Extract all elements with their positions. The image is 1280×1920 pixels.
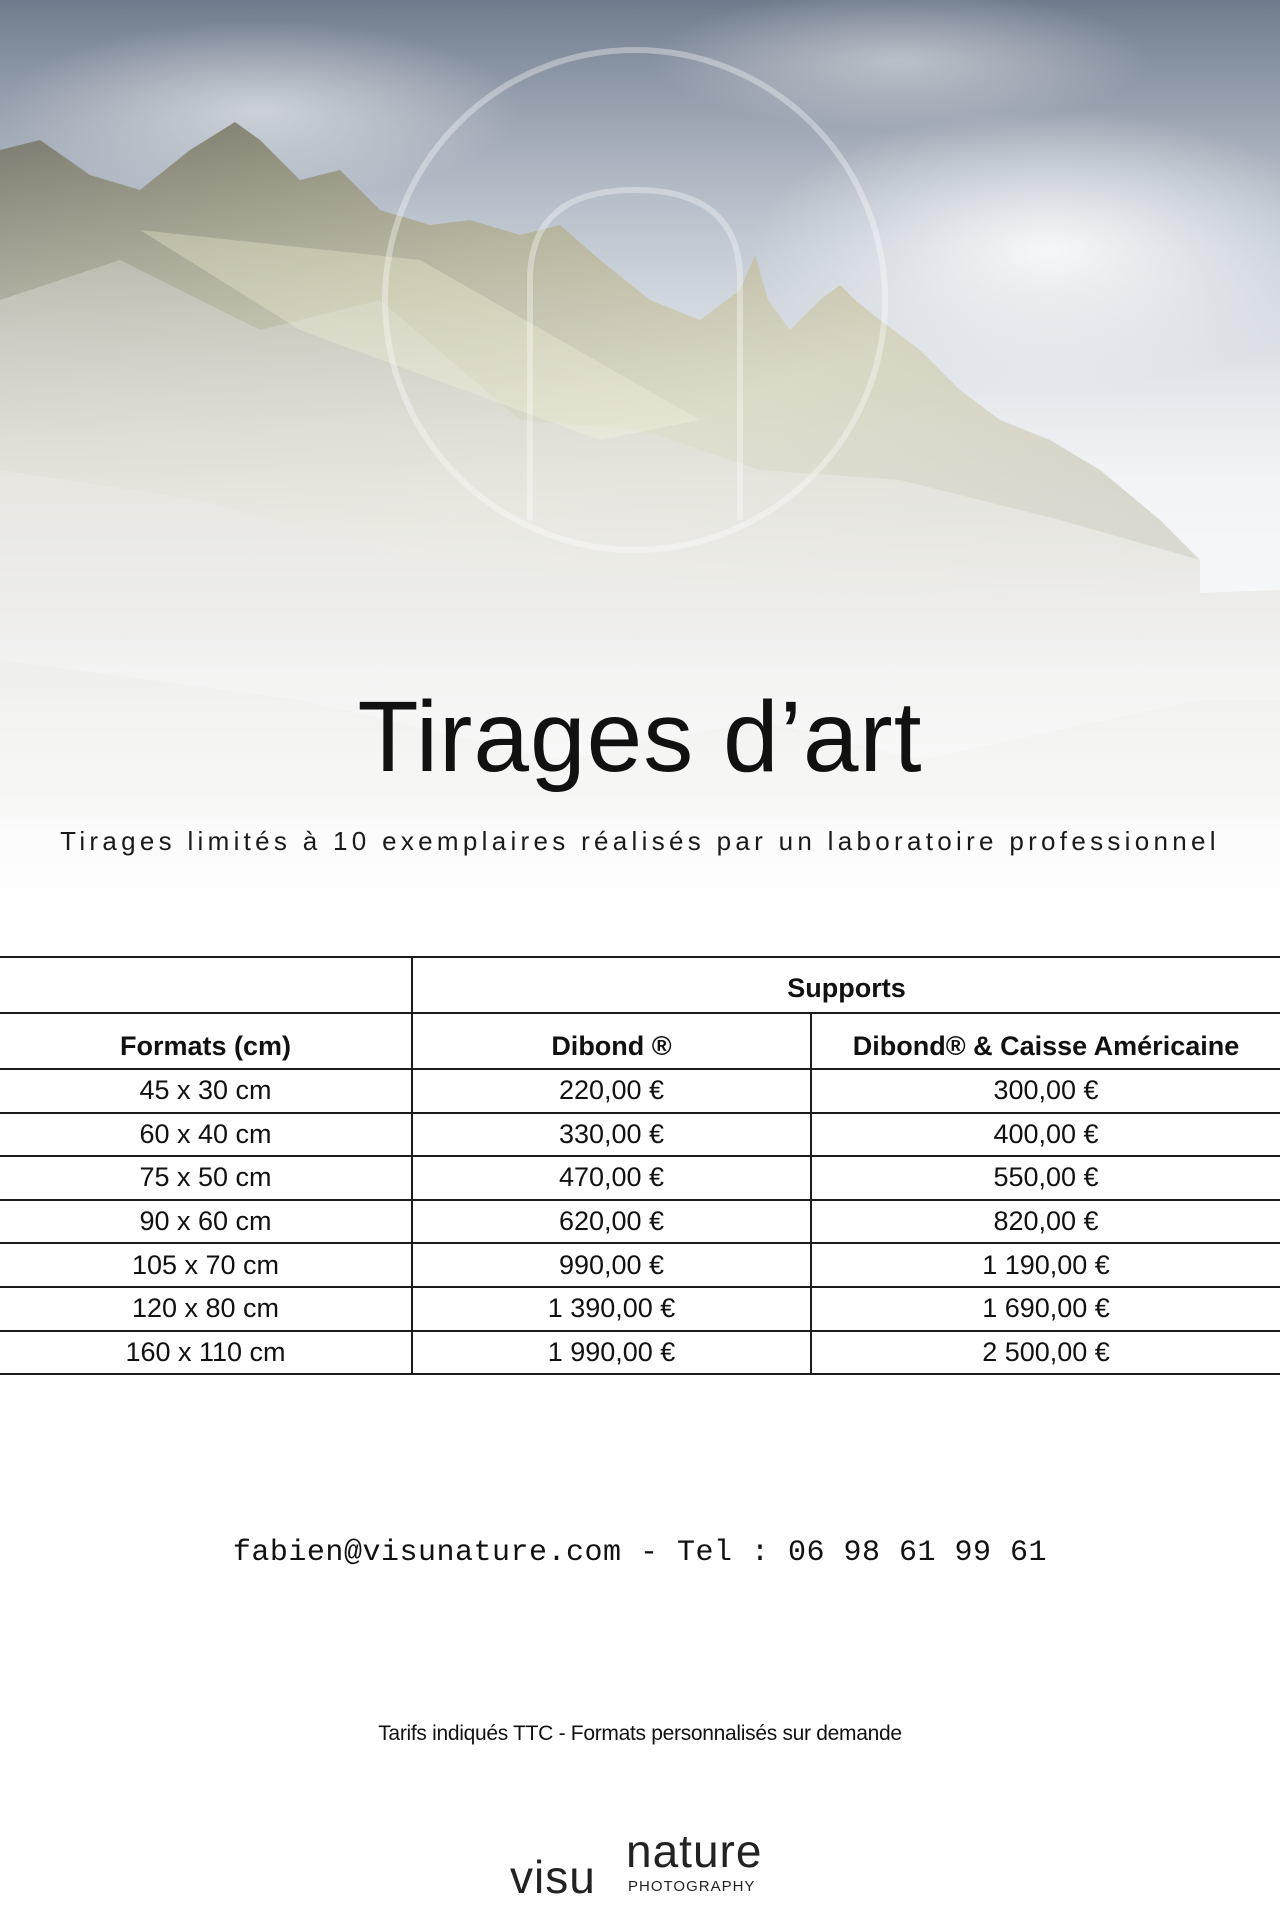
format-cell: 60 x 40 cm	[0, 1113, 412, 1157]
table-row	[0, 1069, 1280, 1113]
format-cell: 45 x 30 cm	[0, 1069, 412, 1113]
visunature-logo	[510, 1825, 775, 1903]
column-header-dibond-caisse: Dibond® & Caisse Américaine	[811, 1013, 1280, 1069]
dibond-price-cell: 1 390,00 €	[412, 1287, 811, 1331]
dibond-price-cell: 620,00 €	[412, 1200, 811, 1244]
dibond-price-cell: 1 990,00 €	[412, 1331, 811, 1375]
table-row	[0, 1156, 1280, 1200]
dibond-price-cell: 470,00 €	[412, 1156, 811, 1200]
dibond-price-cell: 330,00 €	[412, 1113, 811, 1157]
logo-text-left: visu	[510, 1851, 596, 1903]
format-cell: 75 x 50 cm	[0, 1156, 412, 1200]
format-cell: 105 x 70 cm	[0, 1243, 412, 1287]
table-group-header-row	[0, 957, 1280, 1013]
dibond-price-cell: 990,00 €	[412, 1243, 811, 1287]
page-title: Tirages d’art	[357, 681, 923, 793]
format-cell: 120 x 80 cm	[0, 1287, 412, 1331]
dibond-price-cell: 220,00 €	[412, 1069, 811, 1113]
pricing-note: Tarifs indiqués TTC - Formats personnalisés sur demande	[378, 1722, 902, 1745]
caisse-price-cell: 550,00 €	[811, 1156, 1280, 1200]
format-cell: 90 x 60 cm	[0, 1200, 412, 1244]
contact-line: fabien@visunature.com - Tel : 06 98 61 99 61	[232, 1536, 1048, 1570]
table-row	[0, 1331, 1280, 1375]
caisse-price-cell: 1 690,00 €	[811, 1287, 1280, 1331]
table-column-header-row	[0, 1013, 1280, 1069]
caisse-price-cell: 300,00 €	[811, 1069, 1280, 1113]
caisse-price-cell: 2 500,00 €	[811, 1331, 1280, 1375]
price-table	[0, 956, 1280, 1375]
logo-text-right: nature	[626, 1825, 763, 1877]
table-row	[0, 1113, 1280, 1157]
table-empty-cell	[0, 957, 412, 1013]
caisse-price-cell: 820,00 €	[811, 1200, 1280, 1244]
supports-header: Supports	[412, 957, 1280, 1013]
caisse-price-cell: 400,00 €	[811, 1113, 1280, 1157]
column-header-formats: Formats (cm)	[0, 1013, 412, 1069]
logo-tagline: PHOTOGRAPHY	[628, 1878, 756, 1895]
table-row	[0, 1200, 1280, 1244]
table-row	[0, 1243, 1280, 1287]
caisse-price-cell: 1 190,00 €	[811, 1243, 1280, 1287]
format-cell: 160 x 110 cm	[0, 1331, 412, 1375]
column-header-dibond: Dibond ®	[412, 1013, 811, 1069]
page-subtitle: Tirages limités à 10 exemplaires réalisés par un laboratoire professionnel	[60, 826, 1220, 856]
table-row	[0, 1287, 1280, 1331]
